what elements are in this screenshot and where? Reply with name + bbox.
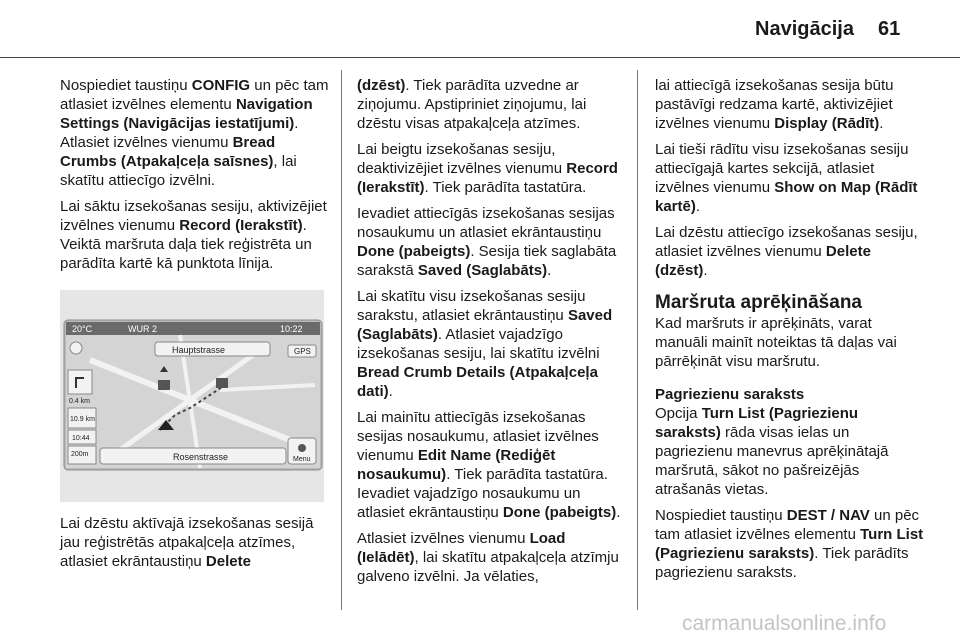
- navigation-screen-illustration: [60, 290, 324, 502]
- navigation-screenshot: [60, 290, 324, 502]
- map-scale: 200m: [71, 451, 89, 458]
- text-run: . Tiek parādīta tastatūra.: [424, 179, 587, 196]
- text-run: .: [879, 115, 884, 132]
- text-run: rāda visas ielas un pagriezienu manevrus aprēķinātajā maršrutā, sākot no pašreizējās atrašanās vietas.: [655, 424, 889, 498]
- text-run: Lai dzēstu attiecīgo izsekošanas sesiju, atlasiet izvēlnes vienumu: [655, 224, 918, 260]
- ui-term: Edit Name (Rediģēt nosaukumu): [357, 447, 556, 483]
- ui-term: Saved (Saglabāts): [357, 307, 613, 343]
- text-run: Ievadiet attiecīgās izsekošanas sesijas nosaukumu un atlasiet ekrāntaustiņu: [357, 205, 615, 241]
- ui-term: Record (Ierakstīt): [179, 217, 303, 234]
- paragraph: [655, 404, 925, 499]
- street-bottom: Rosenstrasse: [173, 452, 229, 462]
- ui-term: DEST / NAV: [786, 507, 870, 524]
- paragraph: [655, 76, 925, 133]
- paragraph: [60, 514, 332, 571]
- gps-button-label: GPS: [294, 347, 311, 356]
- text-run: Lai sāktu izsekošanas sesiju, aktivizējiet izvēlnes vienumu: [60, 198, 327, 234]
- text-run: un pēc tam atlasiet izvēlnes elementu: [655, 507, 920, 543]
- text-run: un pēc tam atlasiet izvēlnes elementu: [60, 77, 329, 113]
- ui-term: Navigation Settings (Navigācijas iestatījumi): [60, 96, 313, 132]
- column-divider-1: [341, 70, 342, 610]
- poi-icon: [158, 380, 170, 390]
- paragraph: [357, 529, 629, 586]
- street-top: Hauptstrasse: [172, 345, 226, 355]
- ui-term: CONFIG: [191, 77, 251, 94]
- text-run: .: [547, 262, 552, 279]
- text-run: , lai skatītu atpakaļceļa atzīmju galveno izvēlni. Ja vēlaties,: [357, 549, 619, 585]
- column-2: [357, 76, 629, 593]
- ui-term: Show on Map (Rādīt kartē): [655, 179, 918, 215]
- text-run: lai attiecīgā izsekošanas sesija būtu pastāvīgi redzama kartē, aktivizējiet izvēlnes vienumu: [655, 77, 894, 132]
- paragraph: [655, 140, 925, 216]
- text-run: Nospiediet taustiņu: [655, 507, 787, 524]
- ui-term: Done (pabeigts): [502, 504, 617, 521]
- text-run: Lai dzēstu aktīvajā izsekošanas sesijā jau reģistrētās atpakaļceļa atzīmes, atlasiet ekrāntaustiņu: [60, 515, 314, 570]
- paragraph: [655, 314, 925, 371]
- text-run: .: [695, 198, 701, 215]
- ui-term: Turn List (Pagriezienu saraksts): [655, 526, 924, 562]
- next-turn-panel: [68, 370, 92, 394]
- text-run: Opcija: [655, 405, 702, 422]
- section-heading: Maršruta aprēķināšana: [655, 292, 862, 313]
- compass-icon[interactable]: [70, 342, 82, 354]
- ui-term: Record (Ierakstīt): [357, 160, 618, 196]
- text-run: . Tiek parādīta uzvedne ar ziņojumu. Apstipriniet ziņojumu, lai dzēstu visas atpakaļceļa atzīmes.: [357, 77, 587, 132]
- eta-readout: 10:44: [72, 435, 90, 442]
- paragraph: [357, 140, 629, 197]
- ui-term: Delete: [205, 553, 251, 570]
- ui-term: Bread Crumb Details (Atpakaļceļa dati): [357, 364, 598, 400]
- ui-term: Saved (Saglabāts): [417, 262, 548, 279]
- ui-term: Load (Ielādēt): [357, 530, 566, 566]
- ui-term: Delete (dzēst): [655, 243, 871, 279]
- column-3: [655, 76, 925, 589]
- text-run: Atlasiet izvēlnes vienumu: [357, 530, 530, 547]
- header-rule: [0, 57, 960, 58]
- text-run: . Tiek parādīts pagriezienu saraksts.: [655, 545, 909, 581]
- distance-to-turn: 0.4 km: [69, 398, 91, 405]
- ui-term: Done (pabeigts): [357, 243, 471, 260]
- paragraph: [60, 197, 330, 273]
- text-run: , lai skatītu attiecīgo izvēlni.: [60, 153, 297, 189]
- text-run: Kad maršruts ir aprēķināts, varat manuāli mainīt noteiktas tā daļas vai pārrēķināt visu maršrutu.: [655, 315, 897, 370]
- paragraph: [655, 506, 925, 582]
- poi-icon: [216, 378, 228, 388]
- ui-term: Turn List (Pagriezienu saraksts): [655, 405, 859, 441]
- column-divider-2: [637, 70, 638, 610]
- text-run: Nospiediet taustiņu: [60, 77, 192, 94]
- temperature-readout: 20°C: [72, 324, 93, 334]
- text-run: Lai beigtu izsekošanas sesiju, deaktivizējiet izvēlnes vienumu: [357, 141, 567, 177]
- text-run: .: [388, 383, 393, 400]
- text-run: . Veiktā maršruta daļa tiek reģistrēta un parādīta kartē kā punktota līnija.: [60, 217, 312, 272]
- paragraph: [357, 287, 629, 401]
- text-run: . Tiek parādīta tastatūra. Ievadiet vajadzīgo nosaukumu un atlasiet ekrāntaustiņu: [357, 466, 608, 521]
- status-label: WUR 2: [128, 324, 157, 334]
- clock-readout: 10:22: [280, 324, 303, 334]
- watermark: carmanualsonline.info: [682, 612, 887, 635]
- paragraph: [357, 204, 629, 280]
- text-run: . Atlasiet vajadzīgo izsekošanas sesiju, lai skatītu izvēlni: [357, 326, 600, 362]
- menu-button-label: Menu: [293, 456, 311, 463]
- text-run: .: [616, 504, 621, 521]
- distance-remaining: 10.9 km: [70, 416, 95, 423]
- subsection-heading: Pagriezienu saraksts: [655, 386, 805, 403]
- text-run: . Atlasiet izvēlnes vienumu: [60, 115, 299, 151]
- text-run: Lai mainītu attiecīgās izsekošanas sesijas nosaukumu, atlasiet izvēlnes vienumu: [357, 409, 599, 464]
- ui-term: (dzēst): [357, 77, 406, 94]
- paragraph: [357, 76, 629, 133]
- text-run: Lai tieši rādītu visu izsekošanas sesiju attiecīgajā kartes sekcijā, atlasiet izvēlnes vienumu: [655, 141, 909, 196]
- column-1-bottom: [60, 514, 332, 578]
- page-number: 61: [878, 18, 901, 40]
- ui-term: Display (Rādīt): [774, 115, 880, 132]
- paragraph: [655, 223, 925, 280]
- paragraph: [357, 408, 629, 522]
- text-run: . Sesija tiek saglabāta sarakstā: [357, 243, 617, 279]
- chapter-title: Navigācija: [755, 18, 854, 40]
- ui-term: Bread Crumbs (Atpakaļceļa saīsnes): [60, 134, 276, 170]
- column-1: [60, 76, 330, 280]
- paragraph: [60, 76, 330, 190]
- text-run: Lai skatītu visu izsekošanas sesiju sarakstu, atlasiet ekrāntaustiņu: [357, 288, 586, 324]
- text-run: .: [703, 262, 708, 279]
- menu-icon: [298, 444, 306, 452]
